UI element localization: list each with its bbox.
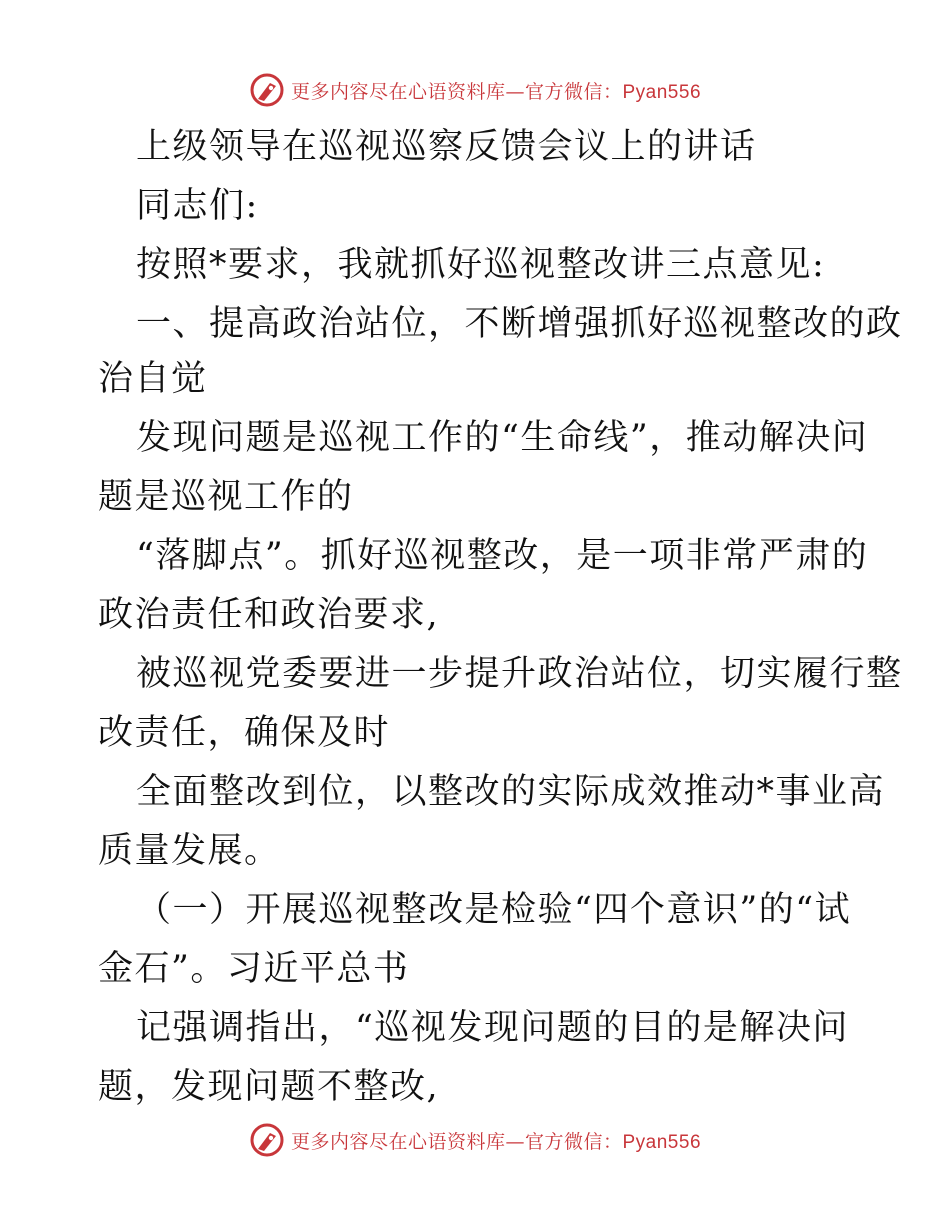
header-banner-text	[291, 77, 701, 104]
section-heading-line: 治自觉	[98, 359, 208, 399]
footer-banner-text	[291, 1127, 701, 1154]
footer-banner	[0, 1120, 950, 1160]
section-heading-line: 一、提高政治站位，不断增强抓好巡视整改的政	[136, 304, 903, 344]
paragraph-line: 发现问题是巡视工作的“生命线”，推动解决问	[136, 418, 869, 458]
footer-wechat-id: Pyan556	[622, 1131, 702, 1153]
subsection-heading-line: （一）开展巡视整改是检验“四个意识”的“试	[136, 890, 852, 930]
paragraph-line: 题，发现问题不整改,	[98, 1067, 440, 1107]
header-banner-label: 更多内容尽在心语资料库—官方微信：	[290, 80, 623, 103]
header-banner	[0, 70, 950, 110]
salutation: 同志们:	[136, 186, 259, 226]
paragraph-line: 全面整改到位，以整改的实际成效推动*事业高	[136, 772, 886, 812]
paragraph-line: 被巡视党委要进一步提升政治站位，切实履行整	[136, 654, 903, 694]
paragraph-line: 改责任，确保及时	[98, 713, 391, 753]
paragraph-line: 政治责任和政治要求,	[98, 595, 440, 635]
paragraph-line: 记强调指出，“巡视发现问题的目的是解决问	[136, 1008, 849, 1048]
paragraph-line: 按照*要求，我就抓好巡视整改讲三点意见:	[136, 245, 826, 285]
header-wechat-id: Pyan556	[622, 81, 702, 103]
pen-nib-logo-icon	[249, 1122, 285, 1158]
pen-nib-logo-icon	[249, 72, 285, 108]
document-title: 上级领导在巡视巡察反馈会议上的讲话	[136, 127, 757, 167]
paragraph-line: 金石”。习近平总书	[98, 949, 410, 989]
paragraph-line: 质量发展。	[98, 831, 281, 871]
footer-banner-label: 更多内容尽在心语资料库—官方微信：	[290, 1130, 623, 1153]
paragraph-line: “落脚点”。抓好巡视整改，是一项非常严肃的	[136, 536, 869, 576]
paragraph-line: 题是巡视工作的	[98, 477, 354, 517]
